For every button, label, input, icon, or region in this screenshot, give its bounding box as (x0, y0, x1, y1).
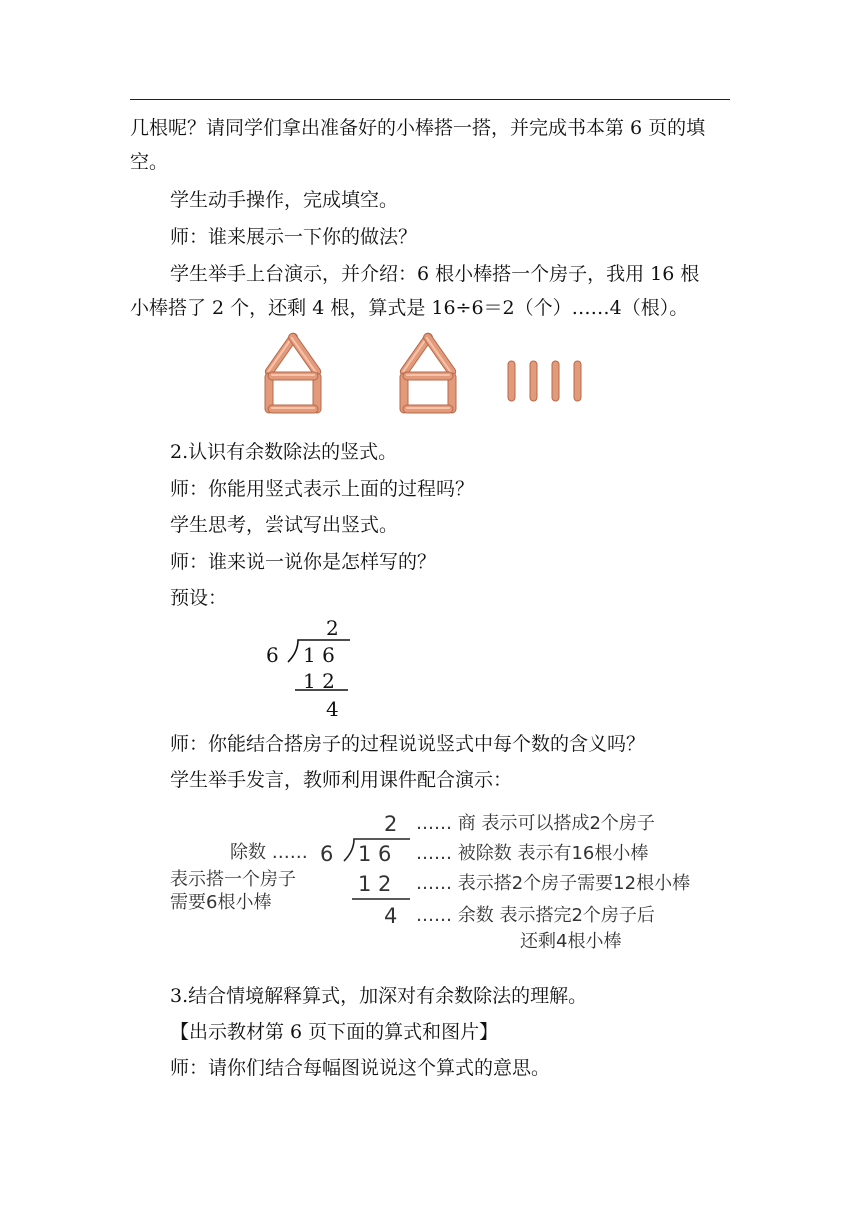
paragraph-line: 师：谁来说一说你是怎样写的？ (170, 551, 437, 573)
paragraph-line: 学生举手发言，教师利用课件配合演示： (170, 769, 513, 791)
division-remainder: 4 (326, 697, 339, 721)
stick-house (399, 332, 458, 413)
annotated-dividend: 1 6 (358, 842, 392, 866)
paragraph-line: 师：你能用竖式表示上面的过程吗？ (170, 478, 475, 500)
paragraph-line: 师：谁来展示一下你的做法？ (170, 226, 418, 248)
divisor-note: 表示搭一个房子 (170, 869, 296, 890)
header-rule (130, 99, 730, 100)
paragraph-line: 学生思考，尝试写出竖式。 (170, 514, 399, 536)
division-quotient: 2 (326, 616, 339, 640)
paragraph-line: 几根呢？请同学们拿出准备好的小棒搭一搭，并完成书本第 6 页的填 (130, 117, 706, 139)
stick-house (264, 332, 323, 413)
paragraph-line: 3.结合情境解释算式，加深对有余数除法的理解。 (170, 985, 588, 1007)
division-product: 1 2 (303, 669, 335, 693)
product-note: …… 表示搭2个房子需要12根小棒 (416, 873, 691, 894)
paragraph-line: 师：请你们结合每幅图说说这个算式的意思。 (170, 1057, 551, 1079)
paragraph-line: 学生动手操作，完成填空。 (170, 189, 399, 211)
annotated-divisor: 6 (320, 842, 334, 866)
paragraph-line: 学生举手上台演示，并介绍：6 根小棒搭一个房子，我用 16 根 (170, 263, 700, 285)
remainder-note: 还剩4根小棒 (520, 931, 622, 952)
dividend-note: …… 被除数 表示有16根小棒 (416, 843, 649, 864)
annotated-remainder: 4 (384, 904, 398, 928)
annotated-product: 1 2 (358, 872, 392, 896)
paragraph-line: 预设： (170, 587, 228, 609)
paragraph-line: 小棒搭了 2 个，还剩 4 根，算式是 16÷6＝2（个）……4（根）。 (130, 297, 689, 319)
divisor-label: 除数 …… (230, 842, 308, 863)
division-dividend: 1 6 (303, 643, 335, 667)
quotient-note: …… 商 表示可以搭成2个房子 (416, 813, 655, 834)
divisor-note: 需要6根小棒 (170, 892, 272, 913)
loose-sticks (508, 361, 581, 401)
paragraph-line: 【出示教材第 6 页下面的算式和图片】 (170, 1021, 499, 1043)
annotated-quotient: 2 (384, 812, 398, 836)
paragraph-line: 师：你能结合搭房子的过程说说竖式中每个数的含义吗？ (170, 733, 646, 755)
division-divisor: 6 (266, 643, 279, 667)
paragraph-line: 空。 (130, 151, 169, 173)
remainder-note: …… 余数 表示搭完2个房子后 (416, 905, 655, 926)
paragraph-line: 2.认识有余数除法的竖式。 (170, 441, 398, 463)
